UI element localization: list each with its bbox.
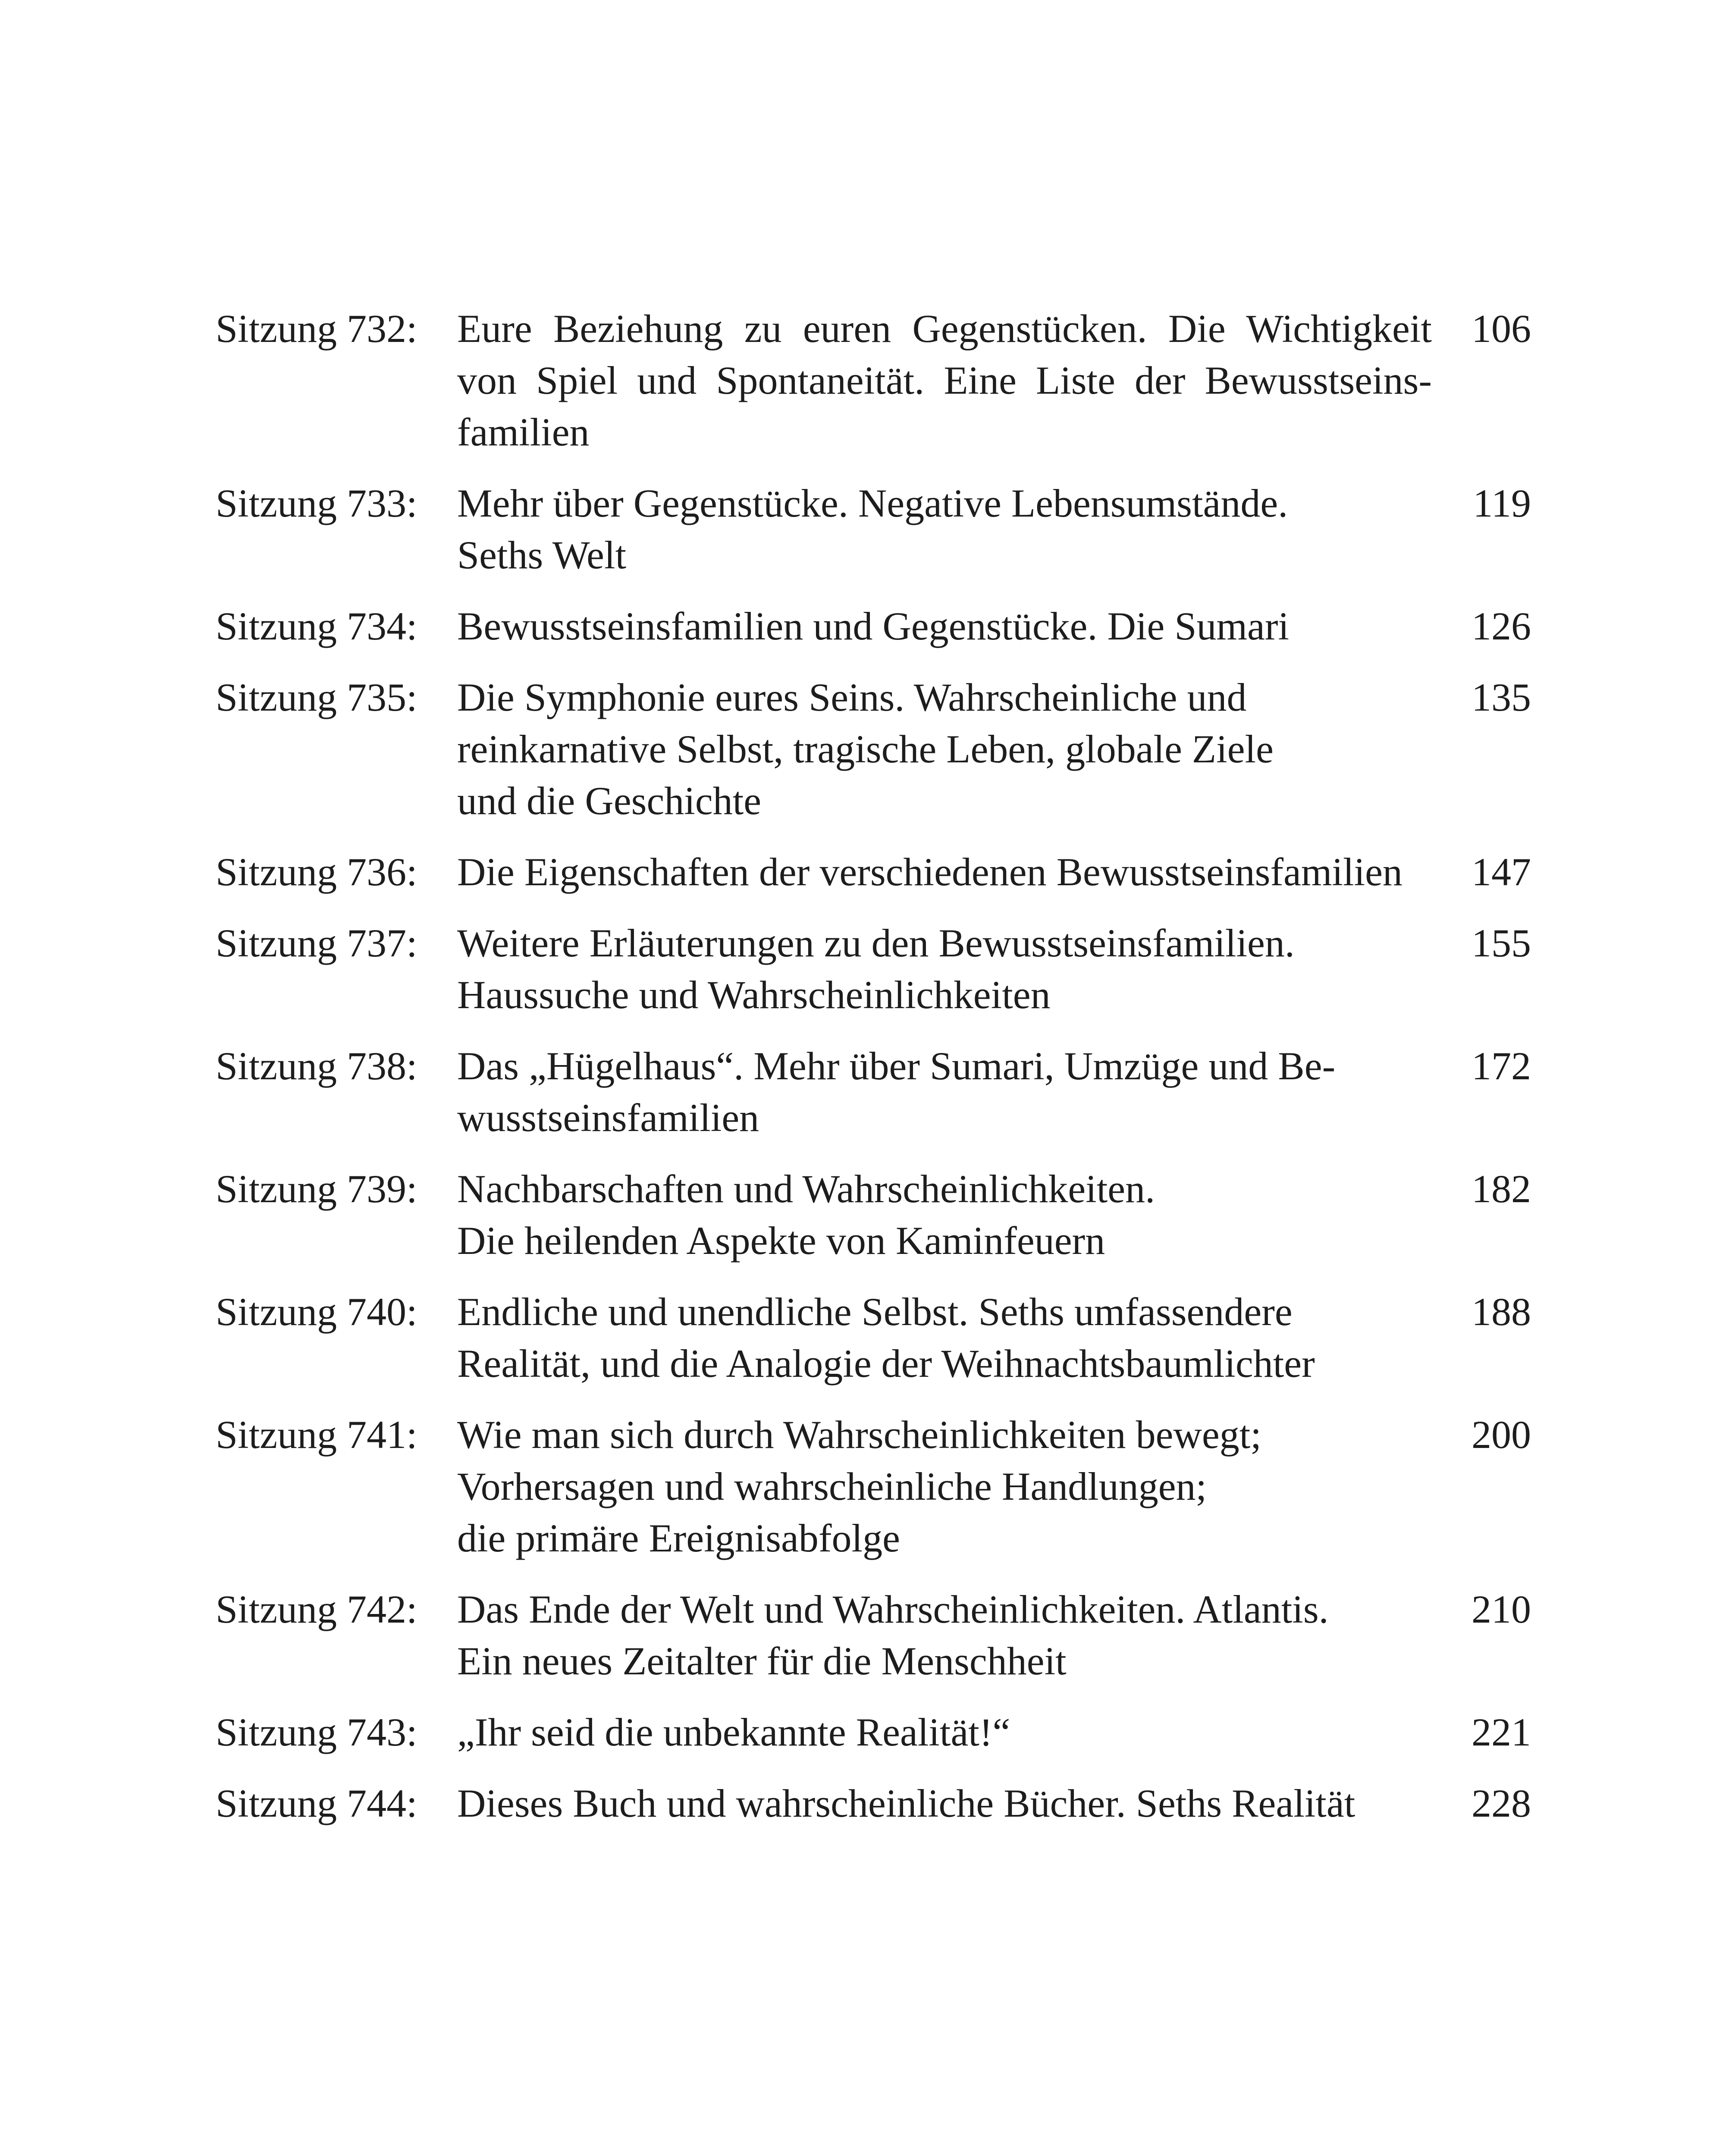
- entry-title-line: Ein neues Zeitalter für die Menschheit: [457, 1639, 1067, 1683]
- toc-entry-741: [216, 1409, 1531, 1564]
- entry-title-line: wusstseinsfamilien: [457, 1096, 759, 1140]
- session-label: Sitzung 732:: [216, 307, 417, 351]
- entry-title: [457, 846, 1432, 898]
- entry-title: [457, 917, 1432, 1021]
- entry-title-line: Eure Beziehung zu euren Gegenstücken. Die Wichtigkeit: [457, 307, 1432, 351]
- entry-title: [457, 1706, 1432, 1758]
- page-number: 200: [1472, 1413, 1531, 1457]
- session-label: Sitzung 741:: [216, 1413, 417, 1457]
- session-label: Sitzung 739:: [216, 1167, 417, 1211]
- entry-title: [457, 1409, 1432, 1564]
- toc-entry-732: [216, 303, 1531, 458]
- page-number: 188: [1472, 1290, 1531, 1334]
- toc-entry-734: [216, 600, 1531, 652]
- session-label: Sitzung 744:: [216, 1781, 417, 1825]
- page-number: 147: [1472, 850, 1531, 894]
- page-number: 210: [1472, 1587, 1531, 1631]
- entry-title: [457, 303, 1432, 458]
- toc-entry-736: [216, 846, 1531, 898]
- toc-entry-744: [216, 1777, 1531, 1829]
- entry-title-line: Mehr über Gegenstücke. Negative Lebensumstände.: [457, 481, 1288, 525]
- entry-title: [457, 1286, 1432, 1389]
- entry-title-line: Die Eigenschaften der verschiedenen Bewusstseinsfamilien: [457, 850, 1403, 894]
- session-label: Sitzung 735:: [216, 675, 417, 719]
- page-number: 135: [1472, 675, 1531, 719]
- session-label: Sitzung 742:: [216, 1587, 417, 1631]
- toc-entry-740: [216, 1286, 1531, 1389]
- session-label: Sitzung 733:: [216, 481, 417, 525]
- session-label: Sitzung 740:: [216, 1290, 417, 1334]
- entry-title-line: Haussuche und Wahrscheinlichkeiten: [457, 973, 1051, 1017]
- table-of-contents: [216, 303, 1531, 1849]
- entry-title-line: Bewusstseinsfamilien und Gegenstücke. Die Sumari: [457, 604, 1290, 648]
- session-label: Sitzung 737:: [216, 921, 417, 965]
- entry-title-line: Realität, und die Analogie der Weihnachtsbaumlichter: [457, 1341, 1315, 1385]
- page-number: 126: [1472, 604, 1531, 648]
- toc-entry-742: [216, 1583, 1531, 1687]
- entry-title: [457, 477, 1432, 581]
- page-number: 221: [1472, 1710, 1531, 1754]
- entry-title-line: Wie man sich durch Wahrscheinlichkeiten bewegt;: [457, 1413, 1261, 1457]
- page-number: 182: [1472, 1167, 1531, 1211]
- entry-title-line: Die heilenden Aspekte von Kaminfeuern: [457, 1219, 1105, 1263]
- entry-title-line: Dieses Buch und wahrscheinliche Bücher. Seths Realität: [457, 1781, 1355, 1825]
- page-number: 106: [1472, 307, 1531, 351]
- page-number: 155: [1472, 921, 1531, 965]
- entry-title-line: Die Symphonie eures Seins. Wahrscheinliche und: [457, 675, 1247, 719]
- session-label: Sitzung 734:: [216, 604, 417, 648]
- entry-title-line: Das Ende der Welt und Wahrscheinlichkeiten. Atlantis.: [457, 1587, 1329, 1631]
- entry-title: [457, 1777, 1432, 1829]
- page-number: 119: [1473, 481, 1531, 525]
- entry-title: [457, 1040, 1432, 1144]
- toc-entry-737: [216, 917, 1531, 1021]
- entry-title: [457, 1163, 1432, 1266]
- toc-entry-739: [216, 1163, 1531, 1266]
- page-number: 228: [1472, 1781, 1531, 1825]
- entry-title: [457, 600, 1432, 652]
- entry-title-line: „Ihr seid die unbekannte Realität!“: [457, 1710, 1010, 1754]
- entry-title-line: familien: [457, 410, 590, 454]
- entry-title: [457, 671, 1432, 827]
- entry-title-line: Weitere Erläuterungen zu den Bewusstseinsfamilien.: [457, 921, 1295, 965]
- entry-title-line: Seths Welt: [457, 533, 627, 577]
- entry-title-line: reinkarnative Selbst, tragische Leben, globale Ziele: [457, 727, 1274, 771]
- entry-title-line: die primäre Ereignisabfolge: [457, 1516, 900, 1560]
- entry-title-line: und die Geschichte: [457, 779, 762, 823]
- toc-entry-733: [216, 477, 1531, 581]
- session-label: Sitzung 738:: [216, 1044, 417, 1088]
- entry-title-line: von Spiel und Spontaneität. Eine Liste der Bewusstseins-: [457, 358, 1432, 402]
- entry-title-line: Endliche und unendliche Selbst. Seths umfassendere: [457, 1290, 1293, 1334]
- toc-entry-743: [216, 1706, 1531, 1758]
- entry-title-line: Vorhersagen und wahrscheinliche Handlungen;: [457, 1464, 1207, 1508]
- entry-title: [457, 1583, 1432, 1687]
- toc-entry-738: [216, 1040, 1531, 1144]
- session-label: Sitzung 736:: [216, 850, 417, 894]
- session-label: Sitzung 743:: [216, 1710, 417, 1754]
- entry-title-line: Nachbarschaften und Wahrscheinlichkeiten.: [457, 1167, 1155, 1211]
- page-number: 172: [1472, 1044, 1531, 1088]
- toc-entry-735: [216, 671, 1531, 827]
- entry-title-line: Das „Hügelhaus“. Mehr über Sumari, Umzüge und Be-: [457, 1044, 1336, 1088]
